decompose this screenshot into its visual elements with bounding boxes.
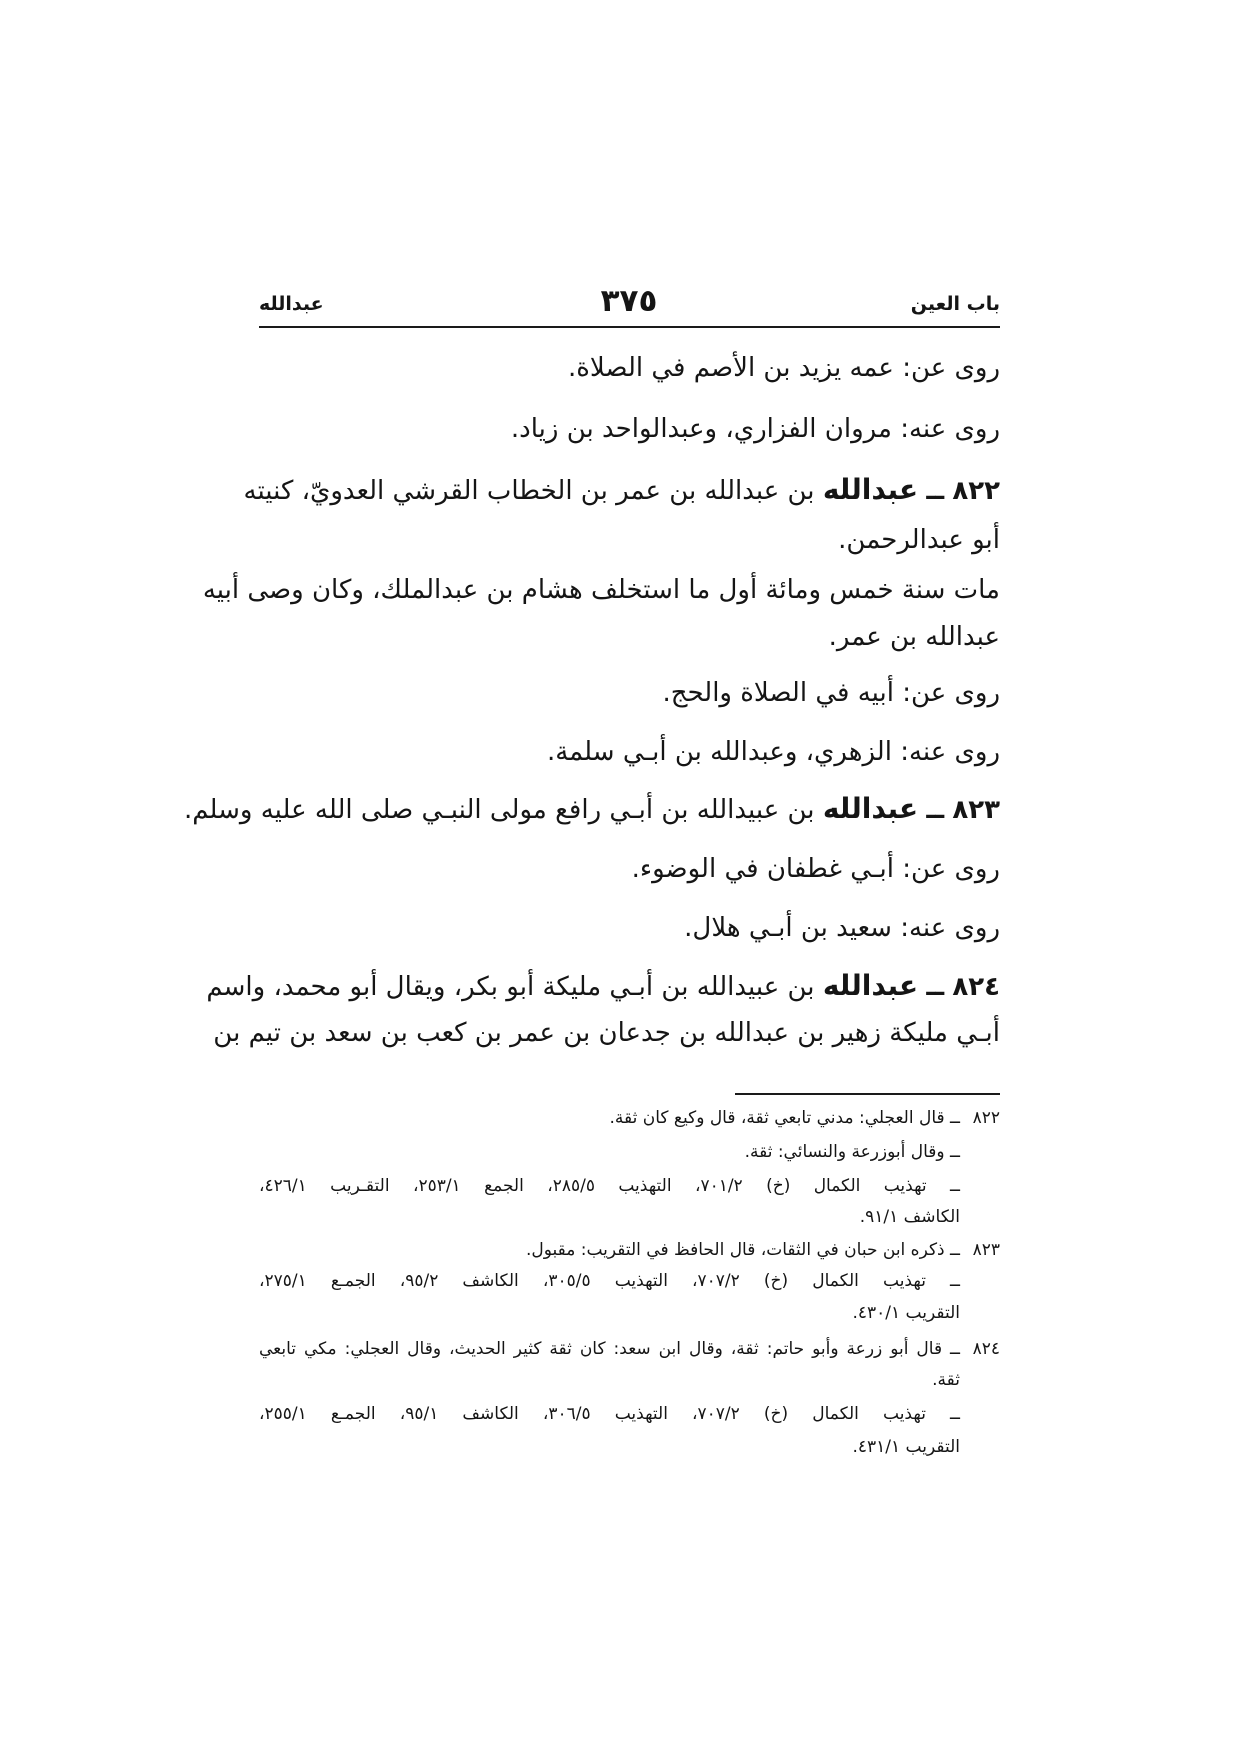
header-rule (259, 326, 1000, 328)
entry-headword: عبدالله (822, 792, 919, 825)
footnote-text: ثقة. (932, 1370, 960, 1390)
footnote-number: ٨٢٣ (972, 1240, 1000, 1260)
footnote-line (259, 1103, 1000, 1133)
footnote-line (259, 1365, 1000, 1395)
footnote-line (259, 1334, 1000, 1364)
text-line: أبو عبدالرحمن. (838, 525, 1000, 555)
entry-dash: ــ (926, 972, 945, 1002)
entry-line (183, 787, 1000, 831)
entry-text: بن عبيدالله بن أبـي مليكة أبو بكر، ويقال أبو محمد، واسم (206, 972, 815, 1002)
footnote-line (259, 1137, 1000, 1167)
text-line: روى عنه: الزهري، وعبدالله بن أبـي سلمة. (546, 737, 1000, 767)
text-line: روى عنه: مروان الفزاري، وعبدالواحد بن زياد. (510, 414, 1000, 444)
footnote-text: ــ قال العجلي: مدني تابعي ثقة، قال وكيع كان ثقة. (609, 1108, 960, 1128)
text-line: روى عنه: سعيد بن أبـي هلال. (684, 913, 1000, 943)
text-line: مات سنة خمس ومائة أول ما استخلف هشام بن عبدالملك، وكان وصى أبيه (202, 575, 1000, 605)
entry-number: ٨٢٤ (952, 972, 1000, 1002)
footnote-number (960, 1399, 1000, 1429)
entry-headword: عبدالله (822, 473, 919, 506)
footnote-line (259, 1432, 1000, 1462)
footnote-line (259, 1202, 1000, 1232)
footnote-number (960, 1266, 1000, 1296)
footnote-text: ــ وقال أبوزرعة والنسائي: ثقة. (744, 1142, 960, 1162)
footnote-number (960, 1365, 1000, 1395)
footnote-text: ــ تهذيب الكمال (خ) ٧٠٧/٢، التهذيب ٣٠٥/٥، الكاشف ٩٥/٢، الجمـع ٢٧٥/١، (259, 1271, 960, 1291)
footnote-line (259, 1399, 1000, 1429)
text-line: روى عن: عمه يزيد بن الأصم في الصلاة. (568, 353, 1000, 383)
footnote-text: الكاشف ٩١/١. (859, 1207, 960, 1227)
footnote-number (960, 1137, 1000, 1167)
page-number: ٣٧٥ (600, 283, 658, 319)
footnote-number (960, 1202, 1000, 1232)
footnote-text: التقريب ٤٣٠/١. (852, 1303, 960, 1323)
footnote-line (259, 1235, 1000, 1265)
text-line: عبدالله بن عمر. (828, 622, 1000, 652)
chapter-title: باب العين (910, 293, 1000, 315)
footnote-text: ــ قال أبو زرعة وأبو حاتم: ثقة، وقال ابن سعد: كان ثقة كثير الحديث، وقال العجلي: مكي تابعي (259, 1339, 960, 1359)
entry-number: ٨٢٣ (952, 795, 1000, 825)
entry-number: ٨٢٢ (952, 476, 1000, 506)
footnote-line (259, 1171, 1000, 1201)
footnote-number (960, 1432, 1000, 1462)
footnote-line (259, 1266, 1000, 1296)
entry-dash: ــ (926, 795, 945, 825)
footnote-number: ٨٢٢ (972, 1108, 1000, 1128)
running-title: عبدالله (259, 293, 324, 315)
entry-text: بن عبدالله بن عمر بن الخطاب القرشي العدويّ، كنيته (243, 476, 815, 506)
entry-headword: عبدالله (822, 969, 919, 1002)
footnote-text: ــ تهذيب الكمال (خ) ٧٠١/٢، التهذيب ٢٨٥/٥، الجمع ٢٥٣/١، التقـريب ٤٢٦/١، (259, 1176, 960, 1196)
entry-line (206, 964, 1000, 1008)
entry-line (243, 468, 1000, 512)
footnote-number: ٨٢٤ (972, 1339, 1000, 1359)
entry-text: بن عبيدالله بن أبـي رافع مولى النبـي صلى الله عليه وسلم. (183, 795, 815, 825)
footnote-text: ــ تهذيب الكمال (خ) ٧٠٧/٢، التهذيب ٣٠٦/٥، الكاشف ٩٥/١، الجمـع ٢٥٥/١، (259, 1404, 960, 1424)
text-line: أبـي مليكة زهير بن عبدالله بن جدعان بن عمر بن كعب بن سعد بن تيم بن (213, 1018, 1000, 1048)
footnote-text: ــ ذكره ابن حبان في الثقات، قال الحافظ في التقريب: مقبول. (525, 1240, 960, 1260)
text-line: روى عن: أبيه في الصلاة والحج. (662, 678, 1000, 708)
text-line: روى عن: أبـي غطفان في الوضوء. (631, 854, 1000, 884)
footnote-number (960, 1298, 1000, 1328)
footnote-line (259, 1298, 1000, 1328)
entry-dash: ــ (926, 476, 945, 506)
footnote-text: التقريب ٤٣١/١. (852, 1437, 960, 1457)
footnote-number (960, 1171, 1000, 1201)
footnote-rule (735, 1093, 1000, 1095)
